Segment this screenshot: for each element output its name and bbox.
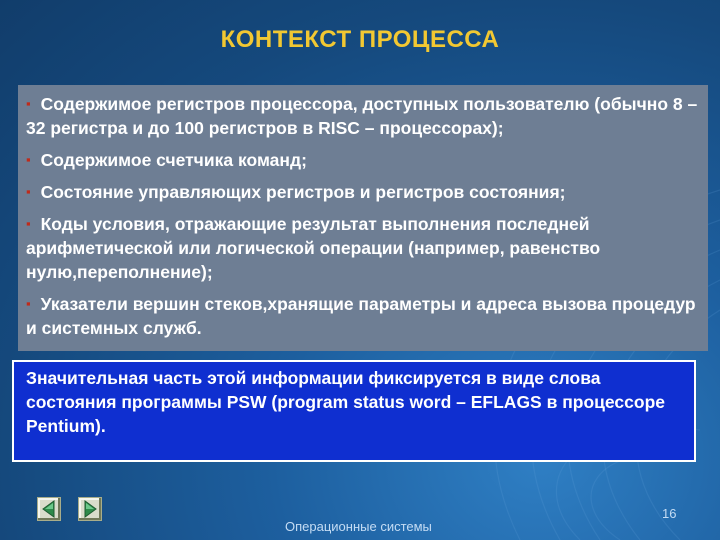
triangle-left-icon: [38, 498, 60, 520]
list-item: [26, 145, 700, 177]
bullet-marker: ▪: [26, 296, 31, 311]
bullet-marker: ▪: [26, 152, 31, 167]
content-list: [18, 85, 708, 351]
bullet-marker: ▪: [26, 216, 31, 231]
list-item-text: Коды условия, отражающие результат выполнения последней арифметической или логической операции (например, равенство нулю,переполнение);: [26, 214, 601, 282]
bullet-marker: ▪: [26, 96, 31, 111]
next-slide-button[interactable]: [78, 497, 102, 521]
triangle-right-icon: [79, 498, 101, 520]
list-item-text: Содержимое счетчика команд;: [40, 150, 307, 170]
page-number: 16: [662, 506, 677, 521]
prev-slide-button[interactable]: [37, 497, 61, 521]
list-item: [26, 209, 700, 289]
list-item: [26, 177, 700, 209]
footer-text: Операционные системы: [285, 519, 432, 534]
list-item: [26, 89, 700, 145]
list-item-text: Указатели вершин стеков,хранящие параметры и адреса вызова процедур и системных служб.: [26, 294, 696, 338]
list-item: [26, 289, 700, 345]
slide-title: КОНТЕКСТ ПРОЦЕССА: [220, 26, 500, 53]
list-item-text: Содержимое регистров процессора, доступных пользователю (обычно 8 – 32 регистра и до 100 регистров в RISC – процессорах);: [26, 94, 698, 138]
list-item-text: Состояние управляющих регистров и регистров состояния;: [40, 182, 566, 202]
bullet-marker: ▪: [26, 184, 31, 199]
psw-note-box: Значительная часть этой информации фиксируется в виде слова состояния программы PSW (program status word – EFLAGS в процессоре Pentium).: [12, 360, 696, 462]
